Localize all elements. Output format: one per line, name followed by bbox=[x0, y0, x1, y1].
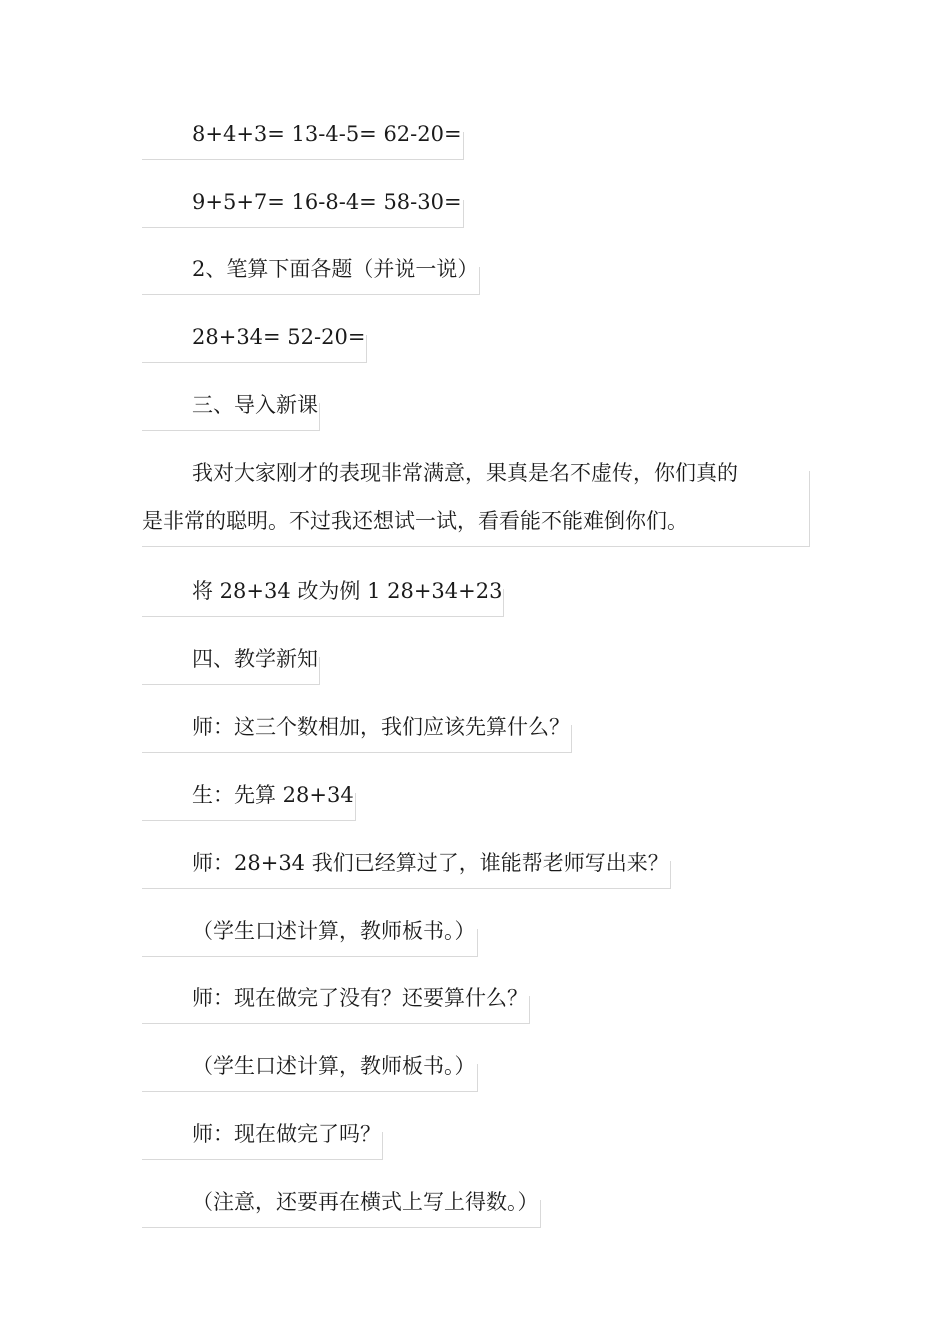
dialogue-text: 师：现在做完了吗？ bbox=[192, 1122, 381, 1146]
dialogue-line-4 bbox=[142, 974, 530, 1022]
teacher-remark-line-1: 我对大家刚才的表现非常满意，果真是名不虚传，你们真的 bbox=[192, 461, 738, 485]
exercise-line-2-text: 9+5+7= 16-8-4= 58-30= bbox=[192, 190, 462, 214]
dialogue-line-5 bbox=[142, 1110, 383, 1158]
stage-note-text: （注意，还要再在横式上写上得数。） bbox=[192, 1190, 539, 1214]
example-change-text: 将 28+34 改为例 1 28+34+23 bbox=[192, 579, 503, 603]
dialogue-text: 生：先算 28+34 bbox=[192, 783, 354, 807]
exercise-line-3-text: 28+34= 52-20= bbox=[192, 325, 366, 349]
stage-note-1 bbox=[142, 907, 478, 955]
section-heading-text: 四、教学新知 bbox=[192, 647, 318, 671]
exercise-line-3 bbox=[142, 313, 367, 361]
dialogue-text: 师：28+34 我们已经算过了，谁能帮老师写出来？ bbox=[192, 851, 669, 875]
teacher-remark-paragraph bbox=[142, 449, 810, 545]
dialogue-text: 师：这三个数相加，我们应该先算什么？ bbox=[192, 715, 570, 739]
exercise-line-2 bbox=[142, 178, 464, 226]
exercise-line-1 bbox=[142, 110, 464, 158]
section-item-text: 2、笔算下面各题（并说一说） bbox=[192, 257, 479, 281]
dialogue-line-1 bbox=[142, 703, 572, 751]
example-change-line bbox=[142, 567, 504, 615]
stage-note-2 bbox=[142, 1042, 478, 1090]
section-heading-introduce-new-lesson bbox=[142, 381, 320, 429]
teacher-remark-line-2: 是非常的聪明。不过我还想试一试，看看能不能难倒你们。 bbox=[142, 509, 688, 533]
section-heading-text: 三、导入新课 bbox=[192, 393, 318, 417]
stage-note-text: （学生口述计算，教师板书。） bbox=[192, 919, 476, 943]
exercise-line-1-text: 8+4+3= 13-4-5= 62-20= bbox=[192, 122, 462, 146]
stage-note-text: （学生口述计算，教师板书。） bbox=[192, 1054, 476, 1078]
dialogue-text: 师：现在做完了没有？还要算什么？ bbox=[192, 986, 528, 1010]
stage-note-3 bbox=[142, 1178, 541, 1226]
dialogue-line-2 bbox=[142, 771, 356, 819]
section-item-written-calculation bbox=[142, 245, 480, 293]
section-heading-teach-new-knowledge bbox=[142, 635, 320, 683]
dialogue-line-3 bbox=[142, 839, 671, 887]
